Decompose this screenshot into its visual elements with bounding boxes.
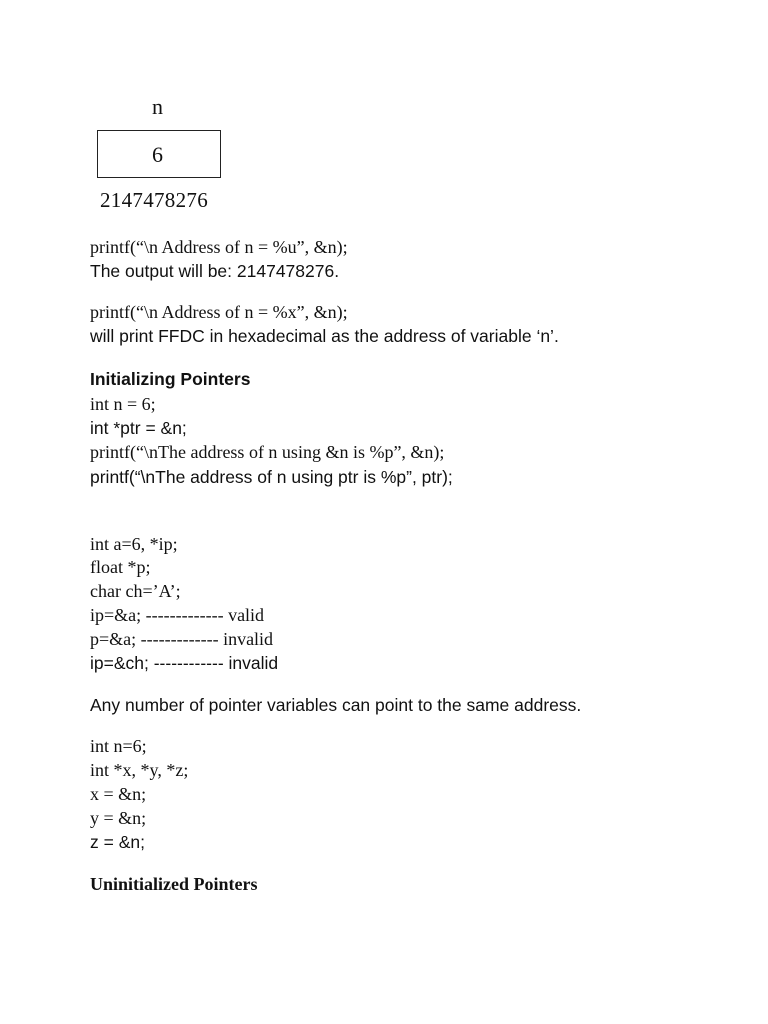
code-line: int *ptr = &n; [90, 418, 187, 438]
text-line: will print FFDC in hexadecimal as the address of variable ‘n’. [90, 326, 559, 346]
code-line: printf(“\n Address of n = %u”, &n); [90, 237, 348, 257]
code-line: float *p; [90, 557, 151, 577]
code-line: int a=6, *ip; [90, 534, 178, 554]
code-line: z = &n; [90, 832, 145, 852]
code-line: printf(“\nThe address of n using ptr is %p”, ptr); [90, 467, 453, 487]
code-line: ip=&a; ------------- valid [90, 605, 265, 625]
code-line: p=&a; ------------- invalid [90, 629, 274, 649]
variable-name-label: n [152, 94, 163, 119]
text-line: The output will be: 2147478276. [90, 261, 340, 281]
code-line: ip=&ch; ------------ invalid [90, 653, 279, 673]
variable-address: 2147478276 [100, 188, 208, 212]
code-line: x = &n; [90, 784, 147, 804]
code-line: int *x, *y, *z; [90, 760, 189, 780]
code-line: printf(“\n Address of n = %x”, &n); [90, 302, 348, 322]
code-line: y = &n; [90, 808, 147, 828]
code-line: printf(“\nThe address of n using &n is %p”, &n); [90, 442, 445, 462]
code-line: int n=6; [90, 736, 147, 756]
text-line: Any number of pointer variables can point to the same address. [90, 695, 582, 715]
code-line: char ch=’A’; [90, 581, 181, 601]
section-heading: Uninitialized Pointers [90, 874, 258, 894]
variable-value: 6 [152, 142, 163, 167]
section-heading: Initializing Pointers [90, 369, 251, 389]
code-line: int n = 6; [90, 394, 156, 414]
